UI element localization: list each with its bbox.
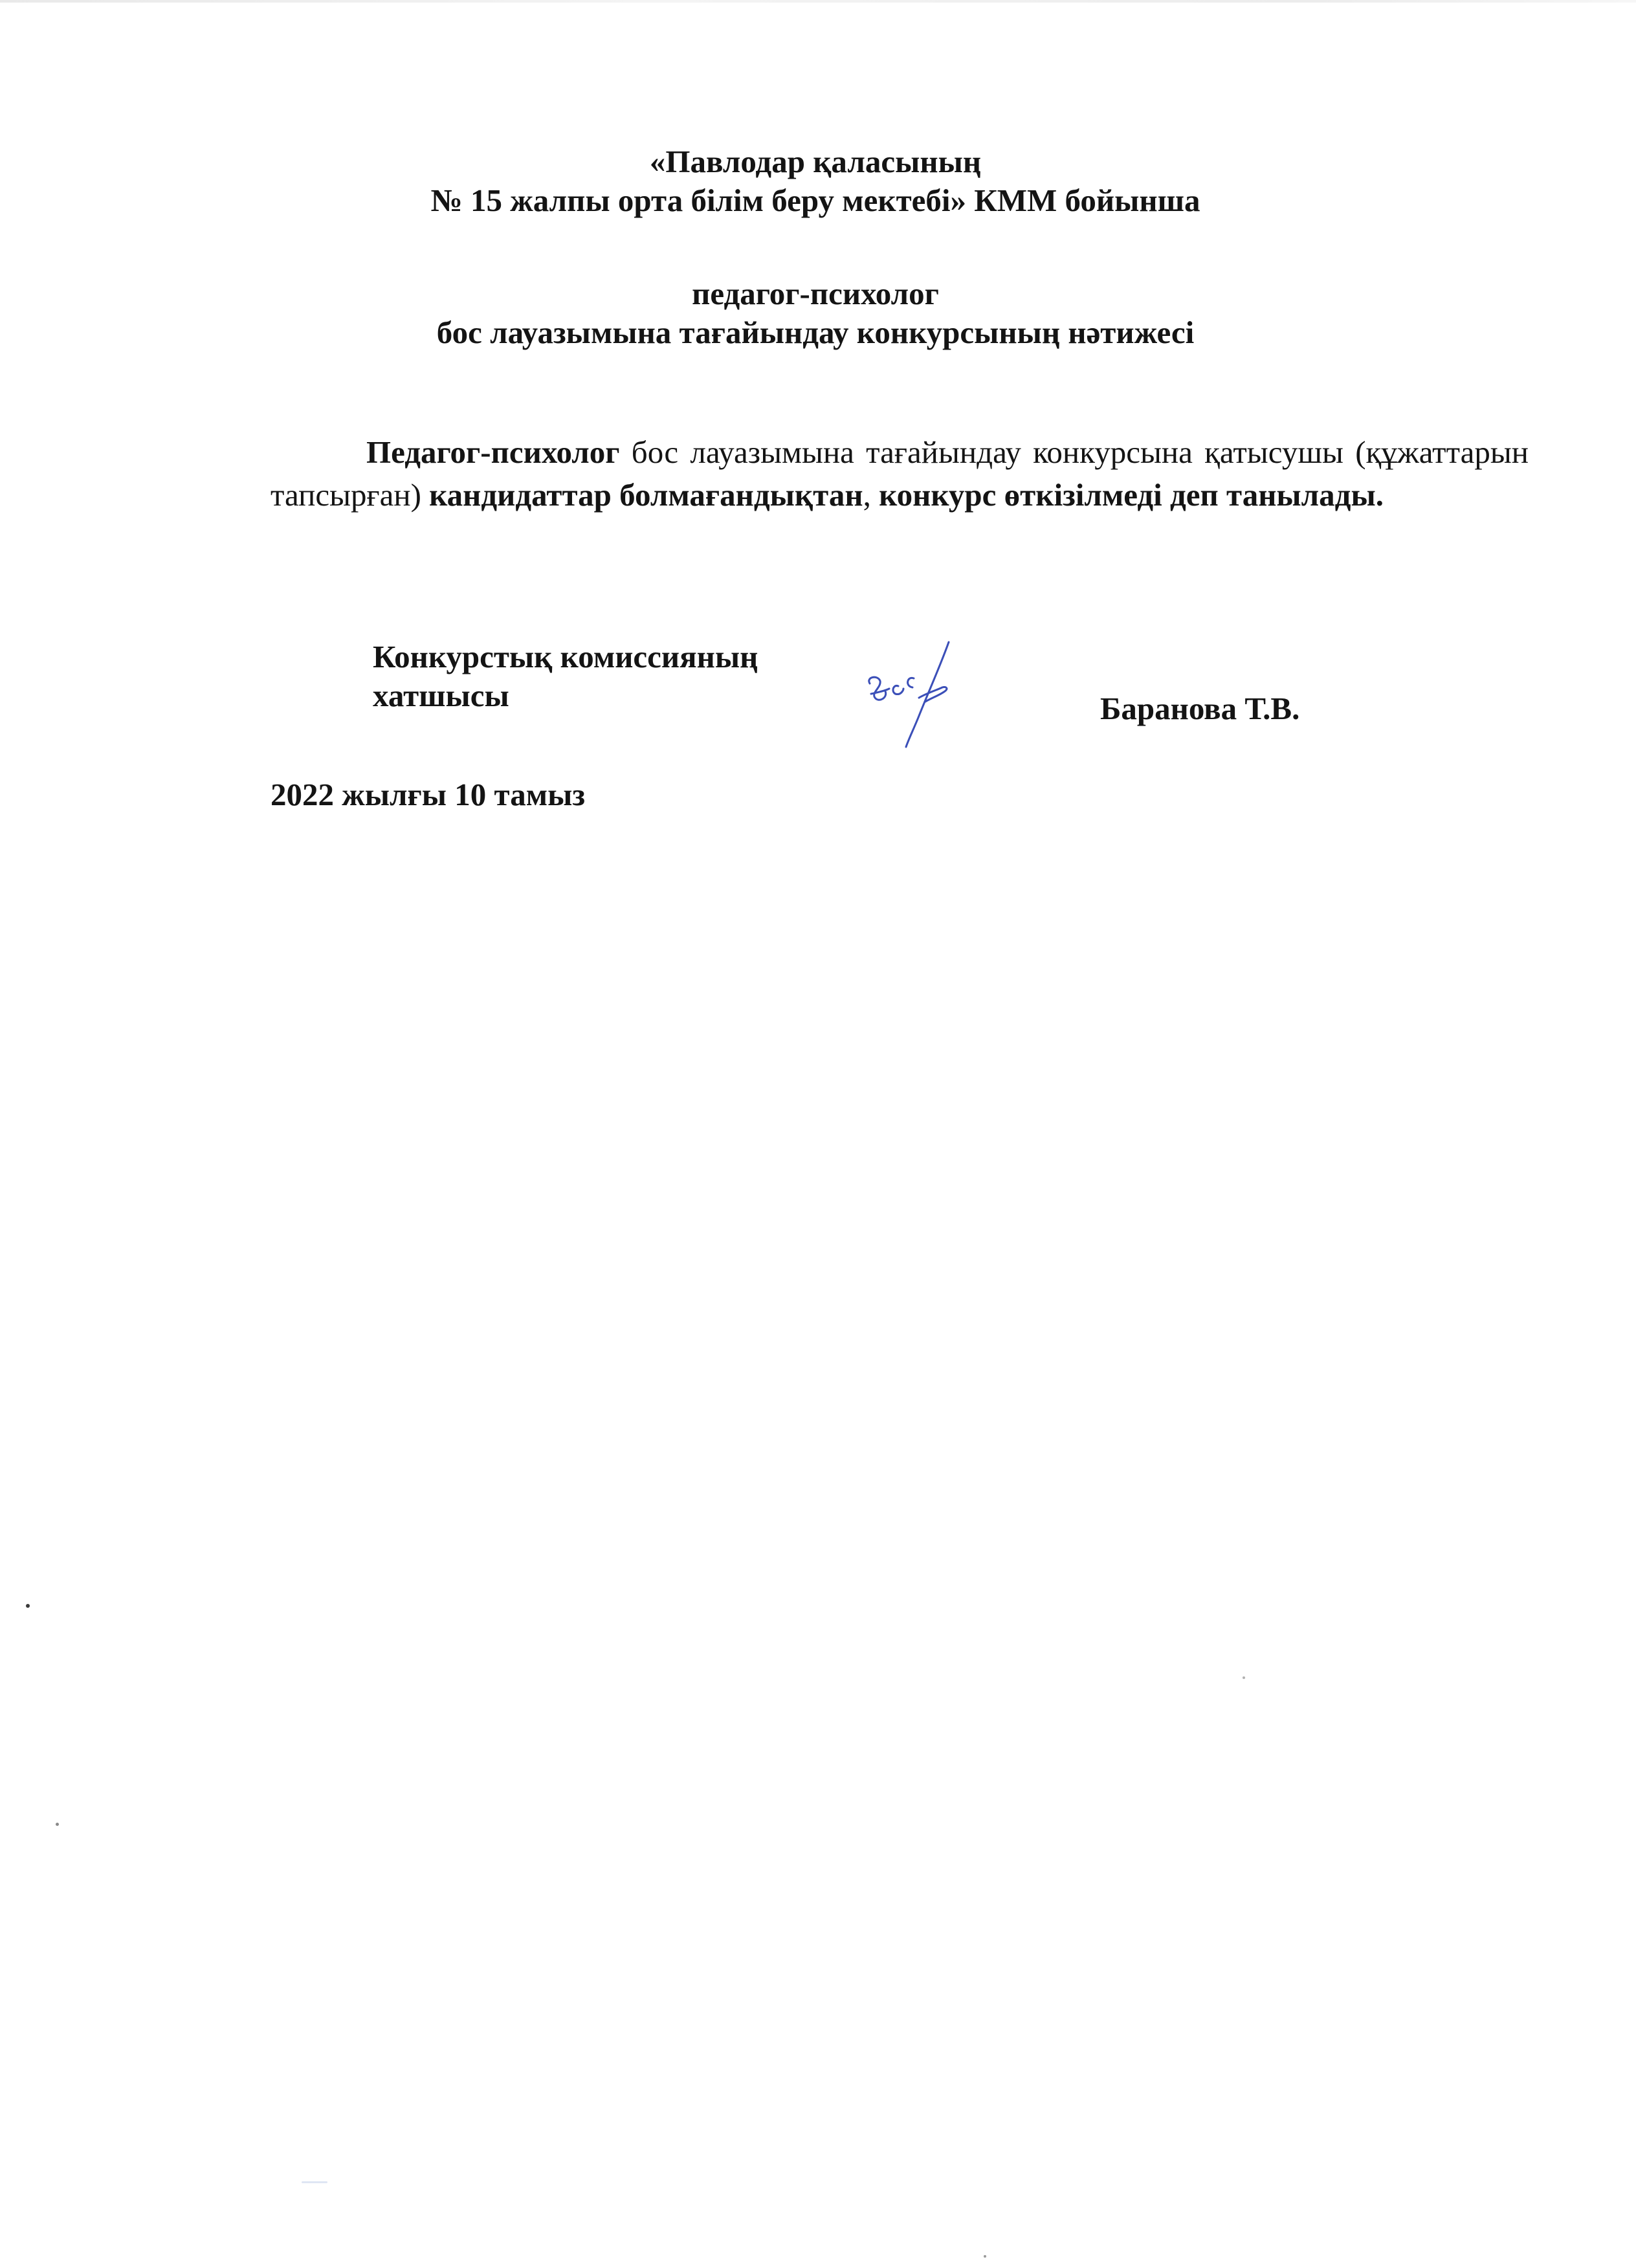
signatory-title-line-1: Конкурстық комиссияның bbox=[373, 639, 758, 674]
document-date: 2022 жылғы 10 тамыз bbox=[271, 777, 586, 812]
organization-heading-line-1: «Павлодар қаласының bbox=[649, 144, 982, 179]
scan-speck bbox=[302, 2181, 327, 2183]
scan-speck bbox=[1243, 1676, 1245, 1679]
position-heading-line-2: бос лауазымына тағайындау конкурсының нәтижесі bbox=[436, 315, 1195, 350]
position-heading bbox=[272, 274, 1359, 352]
signatory-title bbox=[373, 638, 758, 715]
result-conclusion: конкурс өткізілмеді деп танылады. bbox=[879, 477, 1384, 513]
result-reason: кандидаттар болмағандықтан bbox=[429, 477, 863, 513]
result-paragraph bbox=[271, 431, 1529, 517]
scan-speck bbox=[56, 1823, 59, 1826]
signatory-name: Баранова Т.В. bbox=[1100, 691, 1300, 726]
scan-speck bbox=[26, 1604, 30, 1608]
scan-speck bbox=[984, 2255, 986, 2258]
result-position-name: Педагог-психолог bbox=[366, 434, 620, 470]
result-text-2: , bbox=[863, 477, 879, 513]
signatory-title-line-2: хатшысы bbox=[373, 678, 509, 713]
organization-heading-line-2: № 15 жалпы орта білім беру мектебі» КММ бойынша bbox=[430, 183, 1200, 218]
handwritten-signature bbox=[852, 638, 968, 755]
position-heading-line-1: педагог-психолог bbox=[692, 276, 939, 311]
organization-heading bbox=[272, 142, 1359, 220]
result-text-1: бос лауазымына тағайындау конкурсына қатысушы (құжаттарын тапсырған) bbox=[271, 434, 1529, 513]
scan-top-edge bbox=[0, 0, 1636, 3]
